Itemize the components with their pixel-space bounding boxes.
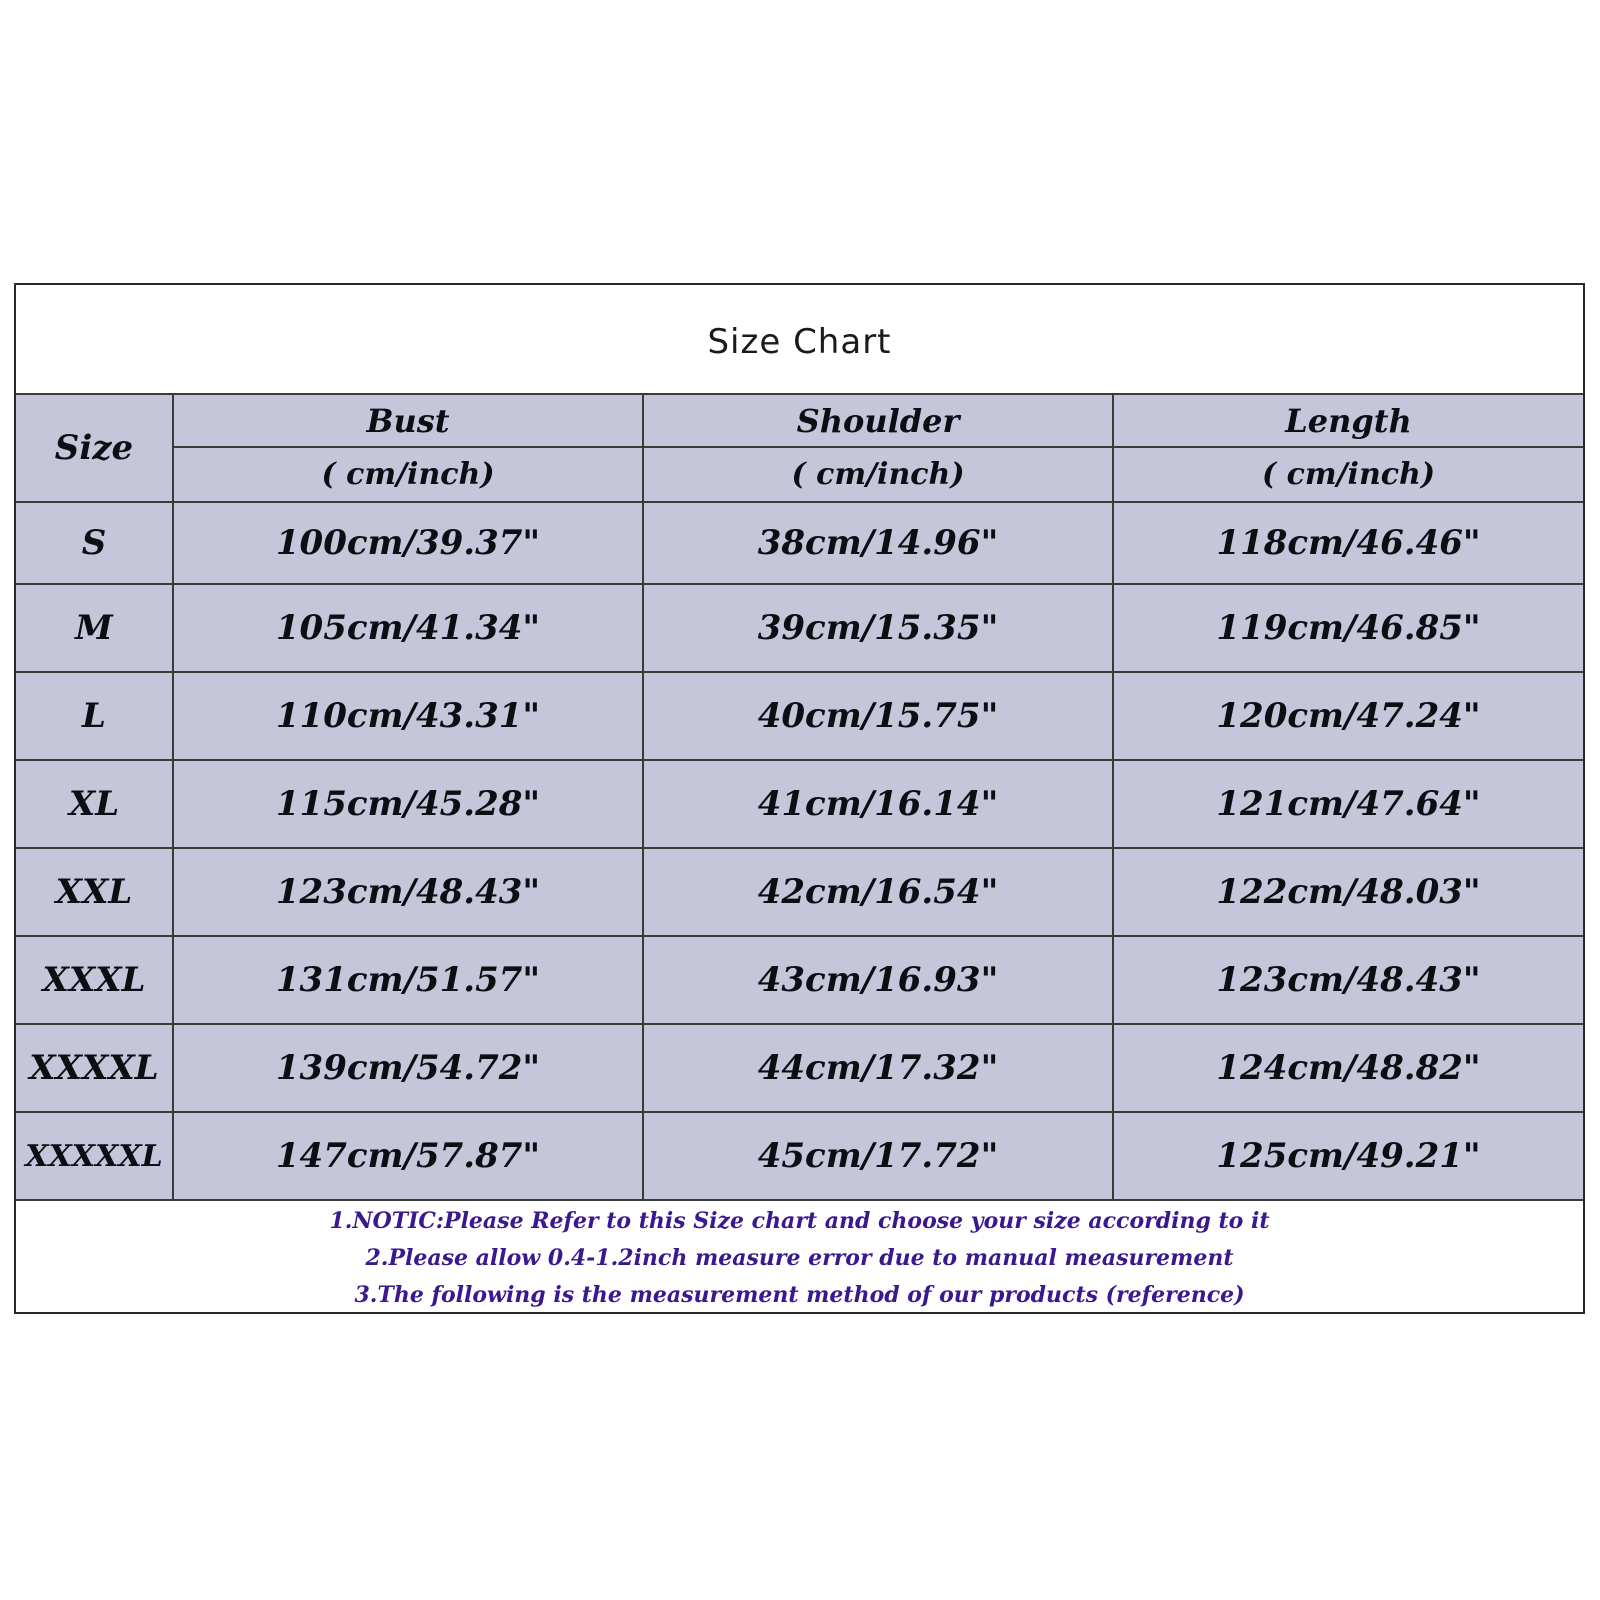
shoulder-cell: 44cm/17.32" (643, 1024, 1113, 1112)
length-cell: 119cm/46.85" (1113, 584, 1583, 672)
header-shoulder-unit: ( cm/inch) (643, 447, 1113, 502)
size-cell: XL (16, 760, 173, 848)
shoulder-cell: 39cm/15.35" (643, 584, 1113, 672)
length-cell: 120cm/47.24" (1113, 672, 1583, 760)
table-row (16, 760, 1583, 848)
header-size: Size (16, 394, 173, 502)
length-cell: 124cm/48.82" (1113, 1024, 1583, 1112)
bust-cell: 105cm/41.34" (173, 584, 643, 672)
bust-cell: 139cm/54.72" (173, 1024, 643, 1112)
length-cell: 123cm/48.43" (1113, 936, 1583, 1024)
header-length-unit: ( cm/inch) (1113, 447, 1583, 502)
size-cell: XXL (16, 848, 173, 936)
chart-title: Size Chart (707, 322, 892, 362)
header-bust: Bust (173, 394, 643, 447)
size-cell: XXXXXL (16, 1112, 173, 1200)
bust-cell: 100cm/39.37" (173, 502, 643, 584)
shoulder-cell: 41cm/16.14" (643, 760, 1113, 848)
bust-cell: 110cm/43.31" (173, 672, 643, 760)
notes (16, 1203, 1583, 1314)
length-cell: 125cm/49.21" (1113, 1112, 1583, 1200)
header-unit-row (16, 447, 1583, 502)
note-3: 3.The following is the measurement method of our products (reference) (354, 1282, 1245, 1308)
length-cell: 122cm/48.03" (1113, 848, 1583, 936)
shoulder-cell: 42cm/16.54" (643, 848, 1113, 936)
note-1: 1.NOTIC:Please Refer to this Size chart and choose your size according to it (329, 1208, 1270, 1234)
table-row (16, 936, 1583, 1024)
bust-cell: 131cm/51.57" (173, 936, 643, 1024)
shoulder-cell: 40cm/15.75" (643, 672, 1113, 760)
size-cell: S (16, 502, 173, 584)
size-rows (16, 502, 1583, 1200)
table-row (16, 672, 1583, 760)
size-cell: M (16, 584, 173, 672)
table-row (16, 848, 1583, 936)
header-length: Length (1113, 394, 1583, 447)
note-2: 2.Please allow 0.4-1.2inch measure error due to manual measurement (365, 1245, 1234, 1271)
table-row (16, 502, 1583, 584)
header-shoulder: Shoulder (643, 394, 1113, 447)
bust-cell: 123cm/48.43" (173, 848, 643, 936)
size-cell: XXXL (16, 936, 173, 1024)
length-cell: 118cm/46.46" (1113, 502, 1583, 584)
bust-cell: 147cm/57.87" (173, 1112, 643, 1200)
size-chart (14, 283, 1585, 1314)
header-row (16, 394, 1583, 447)
table-row (16, 1024, 1583, 1112)
size-cell: L (16, 672, 173, 760)
size-cell: XXXXL (16, 1024, 173, 1112)
table-row (16, 1112, 1583, 1200)
shoulder-cell: 43cm/16.93" (643, 936, 1113, 1024)
header-bust-unit: ( cm/inch) (173, 447, 643, 502)
table-row (16, 584, 1583, 672)
size-table (16, 393, 1583, 1201)
bust-cell: 115cm/45.28" (173, 760, 643, 848)
shoulder-cell: 45cm/17.72" (643, 1112, 1113, 1200)
length-cell: 121cm/47.64" (1113, 760, 1583, 848)
shoulder-cell: 38cm/14.96" (643, 502, 1113, 584)
